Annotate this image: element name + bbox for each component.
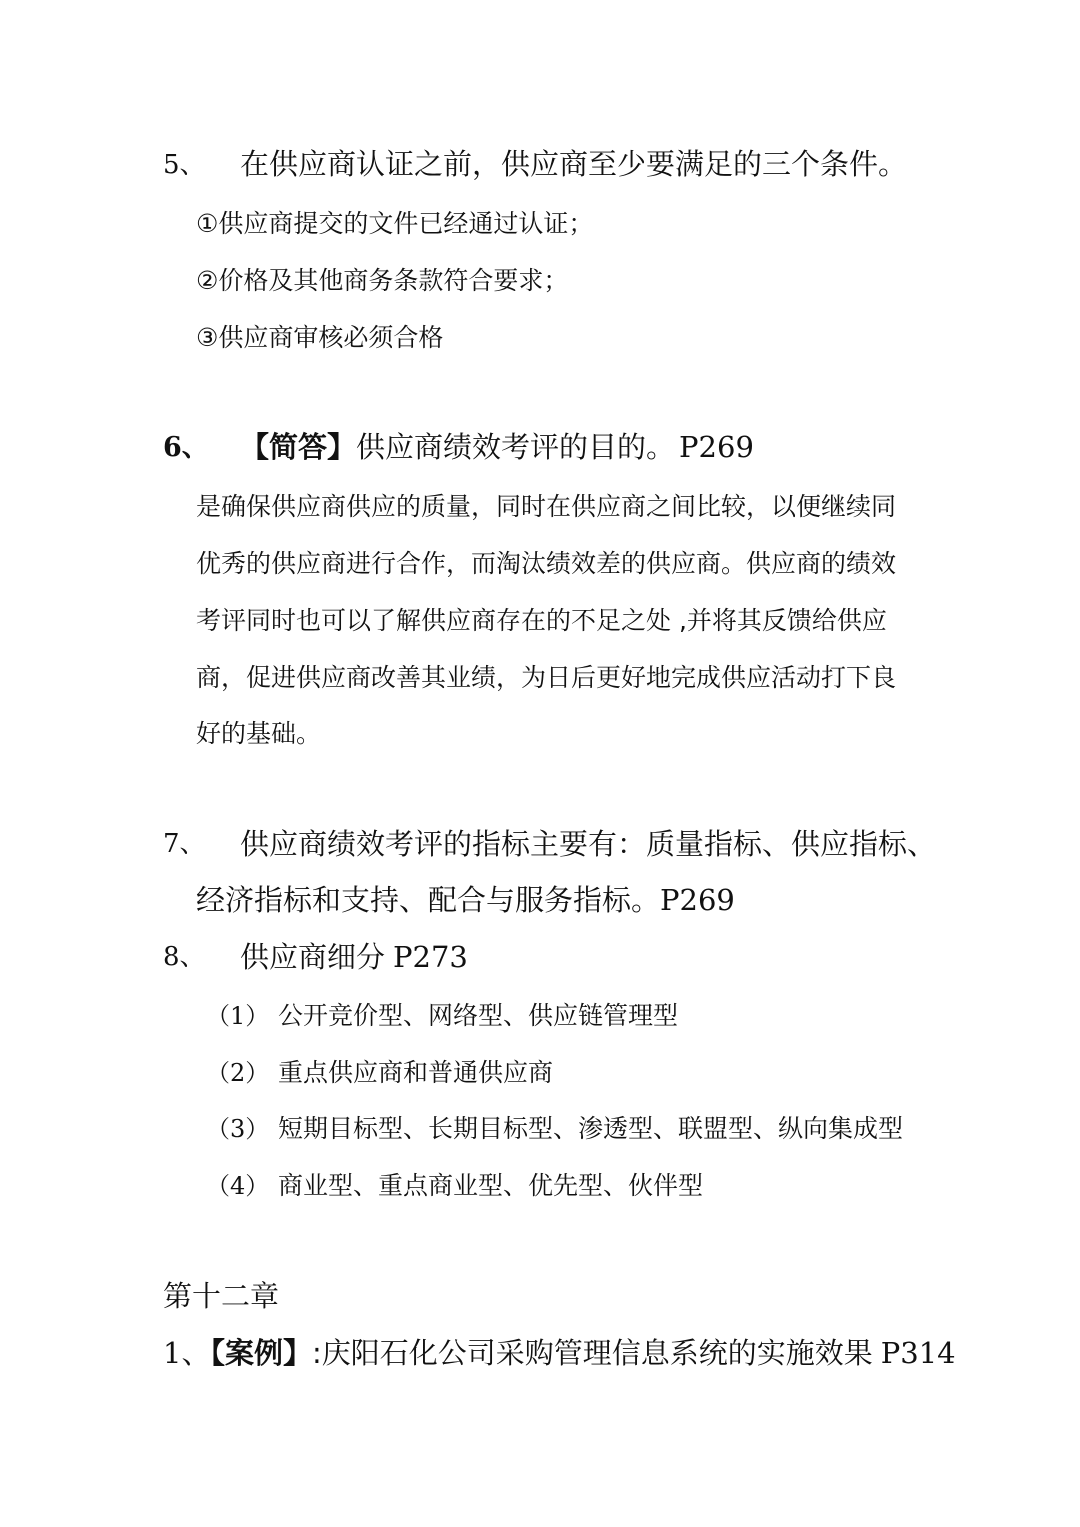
q7-line2-text: 经济指标和支持、配合与服务指标。 [196, 883, 661, 917]
q6-line-5: 好的基础。 [196, 719, 322, 748]
q5-number: 5、 [163, 150, 206, 180]
q6-heading [240, 430, 754, 464]
q6-page: P269 [679, 430, 754, 464]
case-tag: 【案例】 [210, 1336, 312, 1370]
q6-line-2: 优秀的供应商进行合作，而淘汰绩效差的供应商。供应商的绩效 [196, 549, 897, 578]
q8-item-label: （2） [206, 1059, 270, 1087]
q5-item-1: ①供应商提交的文件已经通过认证； [196, 209, 594, 238]
chapter-title: 第十二章 [163, 1279, 280, 1313]
q5-title: 在供应商认证之前，供应商至少要满足的三个条件。 [240, 147, 908, 181]
q6-line-4: 商，促进供应商改善其业绩，为日后更好地完成供应活动打下良 [196, 663, 897, 692]
q5-item-3: ③供应商审核必须合格 [196, 323, 444, 352]
q6-title: 供应商绩效考评的目的。 [356, 430, 676, 464]
q6-number: 6、 [163, 432, 209, 463]
q7-title: 供应商绩效考评的指标主要有： [240, 827, 647, 861]
q8-item-text: 商业型、重点商业型、优先型、伙伴型 [278, 1171, 704, 1200]
q8-number: 8、 [163, 942, 206, 972]
q8-item-label: （4） [206, 1172, 270, 1200]
case-number: 1、 [163, 1336, 211, 1370]
q8-title: 供应商细分 [240, 940, 386, 974]
q7-rest: 质量指标、供应指标、 [646, 827, 937, 861]
case-heading [163, 1336, 956, 1370]
q8-item-label: （3） [206, 1115, 270, 1143]
q6-tag: 【简答】 [240, 430, 357, 464]
case-page: P314 [880, 1336, 956, 1370]
case-title: :庆阳石化公司采购管理信息系统的实施效果 [311, 1336, 873, 1370]
q8-heading [240, 940, 468, 974]
q8-item-text: 短期目标型、长期目标型、渗透型、联盟型、纵向集成型 [278, 1114, 904, 1143]
q7-number: 7、 [163, 829, 206, 859]
q8-item-text: 公开竞价型、网络型、供应链管理型 [278, 1001, 679, 1030]
q7-heading [240, 827, 937, 861]
q8-page: P273 [393, 940, 468, 974]
q6-line-1: 是确保供应商供应的质量，同时在供应商之间比较，以便继续同 [196, 492, 897, 521]
q7-line-2 [196, 883, 735, 917]
q8-item-label: （1） [206, 1002, 270, 1030]
q6-line-3: 考评同时也可以了解供应商存在的不足之处 ,并将其反馈给供应 [196, 606, 887, 635]
q8-item-text: 重点供应商和普通供应商 [278, 1058, 554, 1087]
q5-item-2: ②价格及其他商务条款符合要求； [196, 266, 569, 295]
q7-page: P269 [660, 883, 735, 917]
